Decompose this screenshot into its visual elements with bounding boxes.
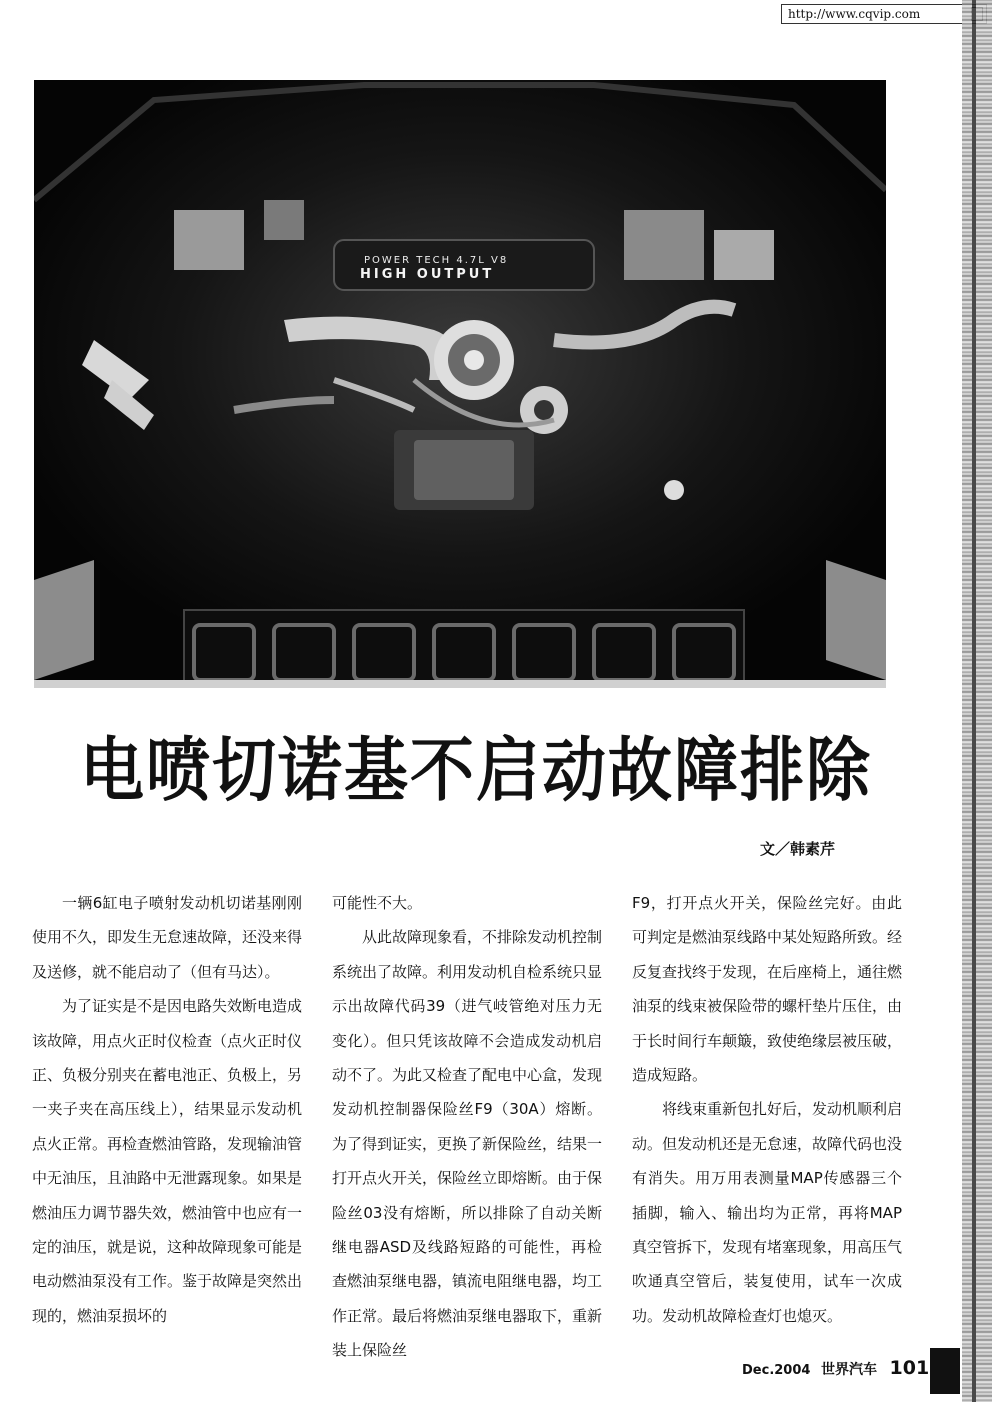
- engine-emblem-line1: POWER TECH 4.7L V8: [364, 255, 509, 266]
- article-column-2: [332, 886, 602, 1368]
- paragraph: 将线束重新包扎好后，发动机顺利启动。但发动机还是无怠速，故障代码也没有消失。用万用表测量MAP传感器三个插脚，输入、输出均为正常，再将MAP真空管拆下，发现有堵塞现象，用高压气吹通真空管后，装复使用，试车一次成功。发动机故障检查灯也熄灭。: [632, 1100, 903, 1325]
- paragraph: 为了证实是不是因电路失效断电造成该故障，用点火正时仪检查（点火正时仪正、负极分别夹在蓄电池正、负极上，另一夹子夹在高压线上），结果显示发动机点火正常。再检查燃油管路，发现输油管中无油压，且油路中无泄露现象。如果是燃油压力调节器失效，燃油管中也应有一定的油压，就是说，这种故障现象可能是电动燃油泵没有工作。鉴于故障是突然出现的，燃油泵损坏的: [32, 997, 303, 1325]
- magazine-name: 世界汽车: [820, 1362, 877, 1378]
- article-byline: 文／韩素芹: [760, 840, 836, 858]
- article-title: 电喷切诺基不启动故障排除: [80, 731, 872, 812]
- paragraph: 一辆6缸电子喷射发动机切诺基刚刚使用不久，即发生无怠速故障，还没来得及送修，就不能启动了（但有马达）。: [32, 894, 303, 981]
- issue-date: Dec.2004: [742, 1363, 811, 1378]
- page-footer: [742, 1357, 929, 1379]
- source-url: http://www.cqvip.com: [788, 7, 921, 21]
- page-number: 101: [889, 1357, 930, 1379]
- paragraph: 从此故障现象看，不排除发动机控制系统出了故障。利用发动机自检系统只显示出故障代码39（进气岐管绝对压力无变化）。但只凭该故障不会造成发动机启动不了。为此又检查了配电中心盒，发现发动机控制器保险丝F9（30A）熔断。为了得到证实，更换了新保险丝，结果一打开点火开关，保险丝立即熔断。由于保险丝03没有熔断，所以排除了自动关断继电器ASD及线路短路的可能性，再检查燃油泵继电器，镇流电阻继电器，均工作正常。最后将燃油泵继电器取下，重新装上保险丝: [332, 928, 603, 1360]
- paragraph: 可能性不大。: [332, 894, 423, 912]
- article-column-3: [632, 886, 902, 1333]
- paragraph: F9，打开点火开关，保险丝完好。由此可判定是燃油泵线路中某处短路所致。经反复查找终于发现，在后座椅上，通往燃油泵的线束被保险带的螺杆垫片压住，由于长时间行车颠簸，致使绝缘层被压破，造成短路。: [632, 894, 903, 1085]
- engine-emblem-line2: HIGH OUTPUT: [360, 267, 495, 282]
- engine-photo-drawing: [34, 80, 886, 688]
- page-tab-marker: [930, 1348, 960, 1394]
- source-url-box: [781, 4, 987, 24]
- article-column-1: [32, 886, 302, 1333]
- scan-edge-strip: [962, 0, 992, 1402]
- engine-bay-photo: [34, 80, 886, 688]
